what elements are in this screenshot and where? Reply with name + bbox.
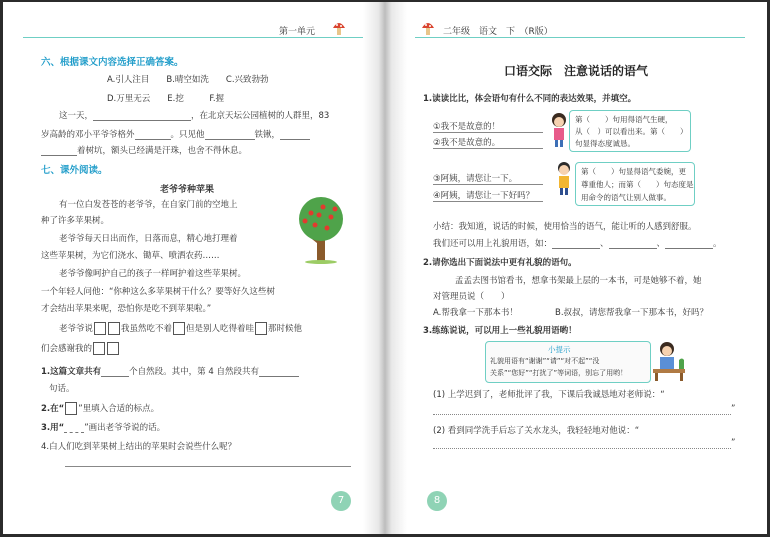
mushroom-icon bbox=[332, 20, 346, 36]
story-line: 一个年轻人问他：“你种这么多苹果树干什么？要等好久这些树 bbox=[41, 287, 275, 297]
passage-line-3: 着树坑，额头已经满是汗珠，也舍不得休息。 bbox=[41, 144, 247, 156]
section-7-title: 七、课外阅读。 bbox=[41, 165, 108, 176]
option-b[interactable]: B.叔叔，请您帮我拿一下那本书，好吗？ bbox=[555, 308, 709, 318]
blank-field[interactable] bbox=[41, 146, 77, 156]
blank-field[interactable] bbox=[665, 239, 713, 249]
blank-field[interactable] bbox=[259, 367, 299, 377]
passage-line-1: 这一天， ，在北京天坛公园植树的人群里，83 bbox=[59, 111, 330, 121]
blank-field[interactable] bbox=[280, 130, 310, 140]
punctuation-box[interactable] bbox=[173, 322, 185, 335]
answer-line[interactable] bbox=[433, 414, 731, 415]
summary-line-2: 我们还可以用上礼貌用语，如： 、 、 。 bbox=[433, 239, 722, 249]
question-4: 4.白人们吃到苹果树上结出的苹果时会说些什么呢？ bbox=[41, 442, 237, 452]
sentence-1: ①我不是故意的！ bbox=[433, 122, 501, 132]
passage-line-2: 岁高龄的邓小平爷爷格外 。只见他 铁锹， bbox=[41, 128, 310, 140]
summary-line-1: 小结：我知道，说话的时候，使用恰当的语气，能让听的人感到舒服。 bbox=[433, 222, 697, 232]
answer-line[interactable] bbox=[433, 201, 543, 202]
teacher-illustration bbox=[651, 340, 687, 382]
punctuation-box[interactable] bbox=[107, 342, 119, 355]
blank-field[interactable] bbox=[93, 111, 191, 121]
story-line-punctuation: 们会感谢我的 bbox=[41, 342, 120, 355]
story-title: 老爷爷种苹果 bbox=[160, 185, 215, 195]
question-3-title: 3.练练说说，可以用上一些礼貌用语哟！ bbox=[423, 326, 577, 336]
section-6-title: 六、根据课文内容选择正确答案。 bbox=[41, 57, 184, 68]
page-number: 7 bbox=[331, 491, 351, 511]
story-line: 有一位白发苍苍的老爷爷，在自家门前的空地上 bbox=[59, 200, 238, 210]
answer-line[interactable] bbox=[433, 448, 731, 449]
blank-field[interactable] bbox=[609, 239, 657, 249]
answer-line[interactable] bbox=[65, 466, 351, 467]
question-1-title: 1.读读比比，体会语句有什么不同的表达效果，并填空。 bbox=[423, 94, 637, 104]
unit-header: 第一单元 bbox=[279, 27, 316, 37]
punctuation-box-sample bbox=[65, 402, 77, 415]
options-row-2: D.万里无云 E.挖 F.握 bbox=[107, 94, 225, 104]
sentence-3: ③阿姨，请您让一下。 bbox=[433, 174, 518, 184]
right-page bbox=[385, 2, 767, 534]
story-line: 才会结出苹果来呢，恐怕你是吃不到苹果啦。” bbox=[41, 304, 212, 314]
practice-2: (2) 看到同学洗手后忘了关水龙头，我轻轻地对他说：“ bbox=[433, 426, 640, 436]
sentence-4: ④阿姨，请您让一下好吗？ bbox=[433, 191, 535, 201]
boy-illustration bbox=[555, 160, 573, 196]
story-line: 老爷爷每天日出而作，日落而息，精心地打理着 bbox=[59, 234, 238, 244]
grade-header: 二年级 语文 下 （R版） bbox=[443, 27, 553, 37]
question-2-text: 孟孟去图书馆看书，想拿书架最上层的一本书，可是她够不着，她 bbox=[455, 276, 702, 286]
textbook-spread bbox=[3, 2, 767, 534]
header-rule bbox=[23, 37, 363, 38]
blank-field[interactable] bbox=[135, 130, 171, 140]
tip-line: 关系”“您好”“打扰了”等词语，别忘了用哟！ bbox=[490, 369, 628, 377]
practice-1: (1) 上学迟到了，老师批评了我，下课后我诚恳地对老师说：“ bbox=[433, 390, 665, 400]
blank-field[interactable] bbox=[101, 367, 129, 377]
blank-field[interactable] bbox=[552, 239, 600, 249]
answer-line[interactable] bbox=[433, 184, 543, 185]
question-1-cont: 句话。 bbox=[49, 384, 75, 394]
punctuation-box[interactable] bbox=[108, 322, 120, 335]
question-3: 3.用“ ”画出老爷爷说的话。 bbox=[41, 423, 166, 433]
tip-title: 小提示 bbox=[548, 345, 571, 354]
close-quote: ” bbox=[731, 404, 736, 414]
wavy-line-sample bbox=[64, 423, 84, 433]
punctuation-box[interactable] bbox=[94, 322, 106, 335]
punctuation-box[interactable] bbox=[93, 342, 105, 355]
punctuation-box[interactable] bbox=[255, 322, 267, 335]
story-line: 老爷爷像呵护自己的孩子一样呵护着这些苹果树。 bbox=[59, 269, 247, 279]
blank-field[interactable] bbox=[205, 130, 255, 140]
answer-line[interactable] bbox=[433, 148, 543, 149]
speech-bubble-1: 第（ ）句用得语气生硬， 从（ ）可以看出来。第（ ） 句显得态度诚恳。 bbox=[569, 110, 691, 152]
sentence-2: ②我不是故意的。 bbox=[433, 138, 501, 148]
story-line: 种了许多苹果树。 bbox=[41, 216, 110, 226]
close-quote: ” bbox=[731, 438, 736, 448]
options-row-1: A.引人注目 B.晴空如洗 C.兴致勃勃 bbox=[107, 75, 269, 85]
left-page bbox=[3, 2, 385, 534]
page-number: 8 bbox=[427, 491, 447, 511]
mushroom-icon bbox=[421, 20, 435, 36]
girl-illustration bbox=[550, 112, 568, 148]
tip-box bbox=[485, 341, 651, 383]
lesson-title: 口语交际 注意说话的语气 bbox=[504, 64, 649, 78]
tip-line: 礼貌用语有“谢谢”“请”“对不起”“没 bbox=[490, 357, 600, 365]
story-line: 这些苹果树，为它们浇水、锄草、喷洒农药…… bbox=[41, 251, 220, 261]
speech-bubble-2: 第（ ）句显得语气委婉，更 尊重他人；而第（ ）句态度是 用命令的语气让别人做事。 bbox=[575, 162, 695, 206]
header-rule bbox=[415, 37, 745, 38]
apple-tree-illustration bbox=[293, 195, 349, 265]
question-2-text: 对管理员说（ ） bbox=[433, 292, 510, 302]
question-2-title: 2.请你选出下面说法中更有礼貌的语句。 bbox=[423, 258, 577, 268]
option-a[interactable]: A.帮我拿一下那本书！ bbox=[433, 308, 518, 318]
answer-line[interactable] bbox=[433, 132, 543, 133]
question-2: 2.在“ ”里填入合适的标点。 bbox=[41, 404, 160, 414]
story-line-punctuation: 老爷爷说 我虽然吃不着 但是别人吃得着哇 那时候他 bbox=[59, 324, 303, 334]
question-1: 1.这篇文章共有 个自然段。其中，第 4 自然段共有 bbox=[41, 365, 299, 377]
